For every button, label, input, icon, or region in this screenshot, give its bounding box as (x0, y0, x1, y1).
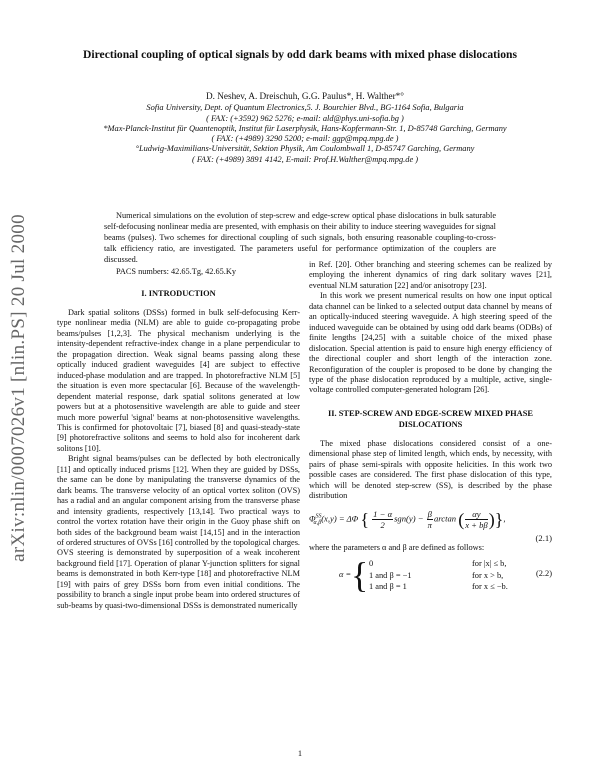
contact-1: ( FAX: (+3592) 962 5276; e-mail: ald@phys.uni-sofia.bg ) (206, 113, 404, 123)
arxiv-id: arXiv:nlin/0007026v1 [nlin.PS] 20 Jul 2000 (8, 214, 29, 562)
section-title-introduction: I. INTRODUCTION (141, 289, 216, 298)
section-title-mixed-dislocations: II. STEP-SCREW AND EDGE-SCREW MIXED PHASE DISLOCATIONS (328, 408, 533, 429)
paragraph: in Ref. [20]. Other branching and steering schemes can be realized by employing the inherent dynamics of ring dark solitary waves [21], eventual NLM saturation [22] and/or anisotropy [23]. (309, 260, 552, 290)
contact-2: ( FAX: (+4989) 3290 5200; e-mail: ggp@mpq.mpg.de ) (211, 134, 399, 144)
equation-lhs: α = (339, 570, 352, 580)
equation-2-1 (309, 507, 552, 543)
case-condition: for x > b, (472, 570, 504, 580)
affiliation-2: *Max-Planck-Institut für Quantenoptik, Institut für Laserphysik, Hans-Kopfermann-Str. 1, D-85748 Garching, Germany (103, 123, 507, 133)
paragraph: In this work we present numerical results on how one input optical data channel can be linked to a selected output data channel by means of an optically-induced steering waveguide. A high steering speed of the induced waveguide can be obtained by using odd dark beams (ODBs) of finite lengths [24,25] with a suitable choice of the mixed phase dislocation. Special attention is paid to ensure high energy efficiency of the directional coupler and short length of the interaction zone. Reconfiguration of the coupler is proposed to be done by changing the type of the phase dislocation reproduced by a multiple, active, single-voltage controlled computer-generated hologram [26]. (309, 291, 552, 395)
abstract: Numerical simulations on the evolution of step-screw and edge-screw optical phase dislocations in bulk saturable self-defocusing nonlinear media are presented, with emphasis on their ability to induce steering waveguides for signal beams (pulses). Two schemes for directional coupling of such signals, both ensuring reasonable coupling-to-cross-talk efficiency ratio, are investigated. The parameters useful for performance optimization of the couplers are discussed. (104, 211, 496, 264)
left-column (57, 288, 300, 611)
equation-cases (369, 558, 412, 593)
case-value: 1 and β = 1 (369, 582, 407, 592)
affiliation-3: °Ludwig-Maximilians-Universität, Sektion Physik, Am Coulombwall 1, D-85747 Garching, Germany (135, 144, 475, 154)
affiliation-1: Sofia University, Dept. of Quantum Electronics,5. J. Bourchier Blvd., BG-1164 Sofia, Bulgaria (146, 103, 464, 113)
paper-title: Directional coupling of optical signals by odd dark beams with mixed phase dislocations (83, 48, 517, 61)
paragraph: Dark spatial solitons (DSSs) formed in bulk self-defocusing Kerr-type nonlinear media (NLM) are able to guide co-propagating probe beams/pulses [1,2,3]. The physical mechanism underlying is the intensity-dependent refractive-index change in a plane perpendicular to the propagation direction. Weak signal beams passing along these optically induced gradient waveguides [4] are subject to effective induced-phase modulation and are trapped. In photorefractive NLM [5] the situation is even more spectacular [6]. Because of the wavelength-dependent material response, dark spatial solitons generated at low powers but at a photosensitive wavelength are able to guide and steer much more powerful 'signal' beams at non-photosensitive wavelengths. This is confirmed for photovoltaic [7], biased [8] and quasi-steady-state [9] photorefractive solitons and seems to hold also for incoherent dark solitons [10]. (57, 308, 300, 453)
author-names: D. Neshev, A. Dreischuh, G.G. Paulus*, H. Walther*° (206, 91, 404, 101)
arxiv-sidebar-stamp (2, 188, 36, 588)
contact-3: ( FAX: (+4989) 3891 4142, E-mail: Prof.H.Walther@mpq.mpg.de ) (191, 154, 419, 164)
paragraph: where the parameters α and β are defined as follows: (309, 542, 485, 552)
equation-body: $\Phi^{SS}_{\alpha,\beta}(x,y) = \Delta\Phi$ { $\frac{1 - \alpha}{2}$ sgn(y) − $\frac{\beta}{\pi}$ arctan ( $\frac{\alpha y}{x + b\beta}$ )}, (309, 508, 506, 530)
case-value: 1 and β = −1 (369, 570, 412, 580)
paragraph: The mixed phase dislocations considered consist of a one-dimensional phase step of limited length, which ends, by necessity, with pairs of phase semi-spirals with opposite helicities. In this work two possible cases are considered. The first phase dislocation of this type, which will be denoted step-screw (SS), is described by the phase distribution (309, 438, 552, 501)
author-block (40, 91, 570, 165)
case-value: 0 (369, 559, 374, 569)
pacs-numbers: PACS numbers: 42.65.Tg, 42.65.Ky (116, 267, 237, 276)
case-condition: for x ≤ −b. (472, 582, 508, 592)
case-condition: for |x| ≤ b, (472, 559, 507, 569)
brace: { (351, 555, 369, 596)
equation-number: (2.1) (535, 532, 552, 543)
page-number: 1 (297, 749, 303, 758)
paragraph: Bright signal beams/pulses can be deflected by both electronically [11] and optically induced prisms [12]. When they are guided by DSSs, the same can be done by manipulating the transverse dynamics of the dark beams. The transverse velocity of an optical vortex soliton (OVS) has a radial and an angular component arising from the transverse phase and intensity gradients, respectively [13,14]. Two practical ways to control the vortex rotation have their origin in the Guoy phase shift on both sides of the background beam waist [14,15] and in the interaction of ordered structures of OVSs [16] controlled by the topological charges. OVS steering is demonstrated by superposition of a weak incoherent background field [17]. Operation of planar Y-junction splitters for signal beams is demonstrated in both Kerr-type [18] and photorefractive NLM [19] with pairs of grey DSSs born from even initial conditions. The possibility to branch a single input probe beam into ordered structures of sub-beams by quasi-two-dimensional DSSs is demonstrated numerically (57, 454, 300, 610)
equation-conditions (472, 558, 508, 593)
right-column (309, 260, 552, 597)
equation-number: (2.2) (535, 569, 552, 579)
equation-2-2 (309, 557, 552, 597)
